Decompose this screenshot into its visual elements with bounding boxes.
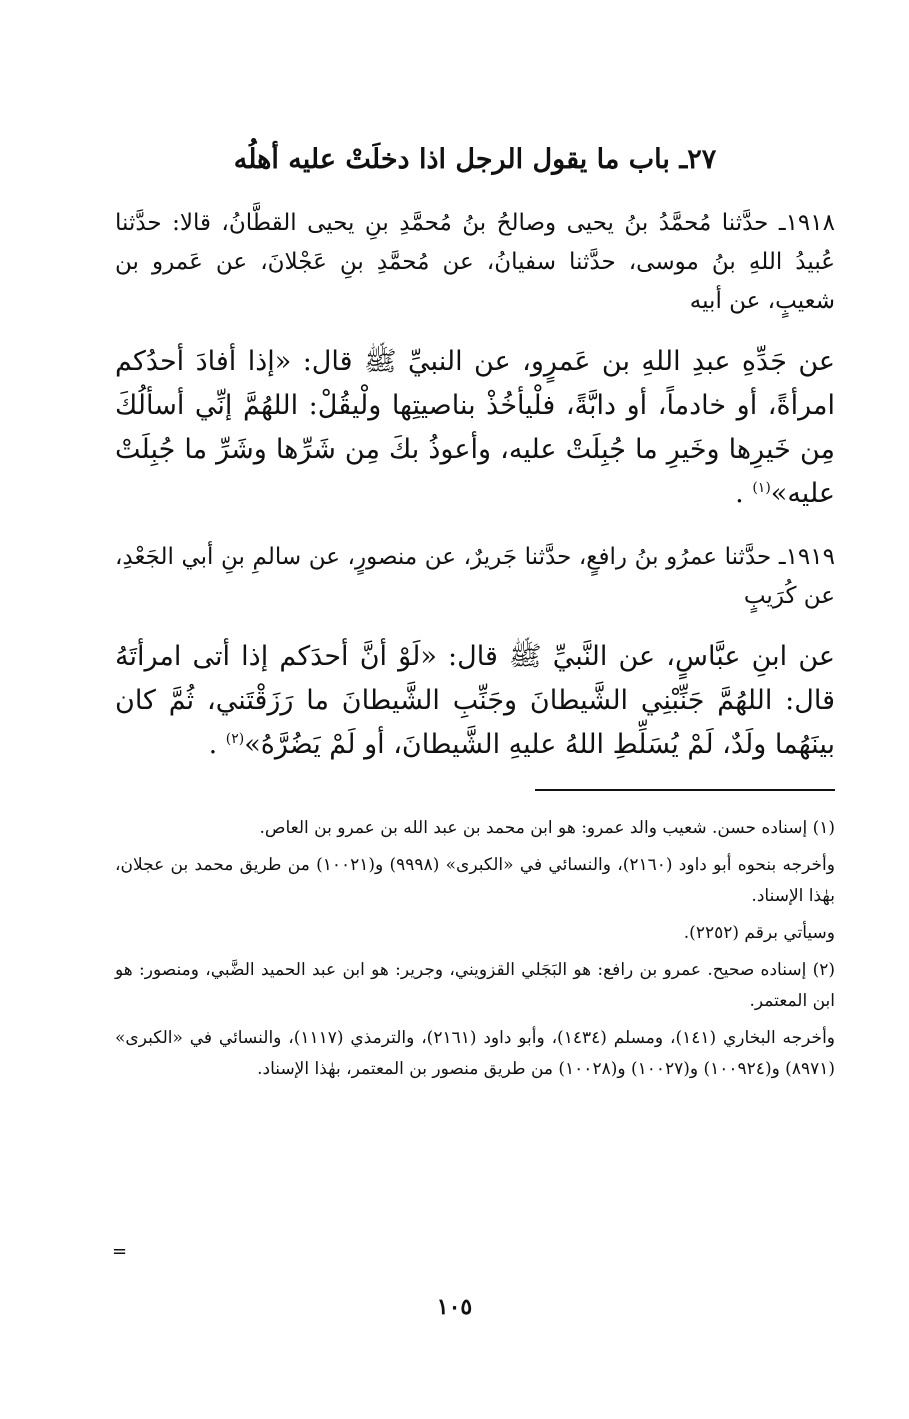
- footnote-2-text: (٢) إسناده صحيح. عمرو بن رافع: هو البَجَلي القزويني، وجرير: هو ابن عبد الحميد الضَّبي، ومنصور: هو ابن المعتمر.: [115, 960, 835, 1011]
- continuation-mark: =: [112, 1241, 128, 1262]
- footnote-divider: [535, 789, 835, 791]
- hadith-1918-end: .: [735, 478, 753, 509]
- hadith-1918-isnad: ١٩١٨ـ حدَّثنا مُحمَّدُ بنُ يحيى وصالحُ بنُ مُحمَّدِ بنِ يحيى القطَّانُ، قالا: حدَّثنا عُبيدُ اللهِ بنُ موسى، حدَّثنا سفيانُ، عن مُحمَّدِ بنِ عَجْلانَ، عن عَمرو بن شعيبٍ، عن أبيه: [115, 210, 835, 314]
- hadith-1919-matn-text: عن ابنِ عبَّاسٍ، عن النَّبيِّ ﷺ قال: «لَوْ أنَّ أحدَكم إذا أتى امرأتَهُ قال: اللهُمَّ جَنِّبْنِي الشَّيطانَ وجَنِّبِ الشَّيطانَ ما رَزَقْتَني، ثُمَّ كان بينَهُما ولَدٌ، لَمْ يُسَلِّطِ اللهُ عليهِ الشَّيطانَ، أو لَمْ يَضُرَّهُ»: [115, 641, 835, 760]
- hadith-1919-isnad: ١٩١٩ـ حدَّثنا عمرُو بنُ رافعٍ، حدَّثنا جَريرٌ، عن منصورٍ، عن سالمِ بنِ أبي الجَعْدِ، عن كُرَيبٍ: [115, 544, 835, 609]
- footnote-1-cross-ref: وسيأتي برقم (٢٢٥٢).: [683, 923, 835, 943]
- hadith-1919-end: .: [208, 729, 226, 760]
- chapter-title: ٢٧ـ باب ما يقول الرجل اذا دخلَتْ عليه أهلُه: [233, 144, 717, 175]
- hadith-1918-matn: [115, 340, 835, 516]
- footnote-ref-1: (١): [752, 480, 771, 496]
- page-body: [115, 140, 835, 1091]
- footnote-1-text: (١) إسناده حسن. شعيب والد عمرو: هو ابن محمد بن عبد الله بن عمرو بن العاص.: [259, 818, 835, 838]
- footnote-ref-2: (٢): [225, 731, 245, 747]
- footnote-2-takhrij: وأخرجه البخاري (١٤١)، ومسلم (١٤٣٤)، وأبو داود (٢١٦١)، والترمذي (١١١٧)، والنسائي في «الكبرى» (٨٩٧١) و(١٠٠٩٢٤) و(١٠٠٢٧) و(١٠٠٢٨) من طريق منصور بن المعتمر، بهٰذا الإسناد.: [115, 1028, 835, 1079]
- footnote-1-takhrij: وأخرجه بنحوه أبو داود (٢١٦٠)، والنسائي في «الكبرى» (٩٩٩٨) و(١٠٠٢١) من طريق محمد بن عجلان، بهٰذا الإسناد.: [115, 855, 835, 906]
- hadith-1918-matn-text: عن جَدِّهِ عبدِ اللهِ بن عَمرٍو، عن النبيِّ ﷺ قال: «إذا أفادَ أحدُكم امرأةً، أو خادماً، أو دابَّةً، فلْيأخُذْ بناصيتِها ولْيقُلْ: اللهُمَّ إنِّي أسألُكَ مِن خَيرِها وخَيرِ ما جُبِلَتْ عليه، وأعوذُ بكَ مِن شَرِّها وشَرِّ ما جُبِلَتْ عليه»: [115, 346, 835, 509]
- page-number: ١٠٥: [436, 1294, 473, 1320]
- footnotes: [115, 813, 835, 1085]
- hadith-1919-matn: [115, 635, 835, 767]
